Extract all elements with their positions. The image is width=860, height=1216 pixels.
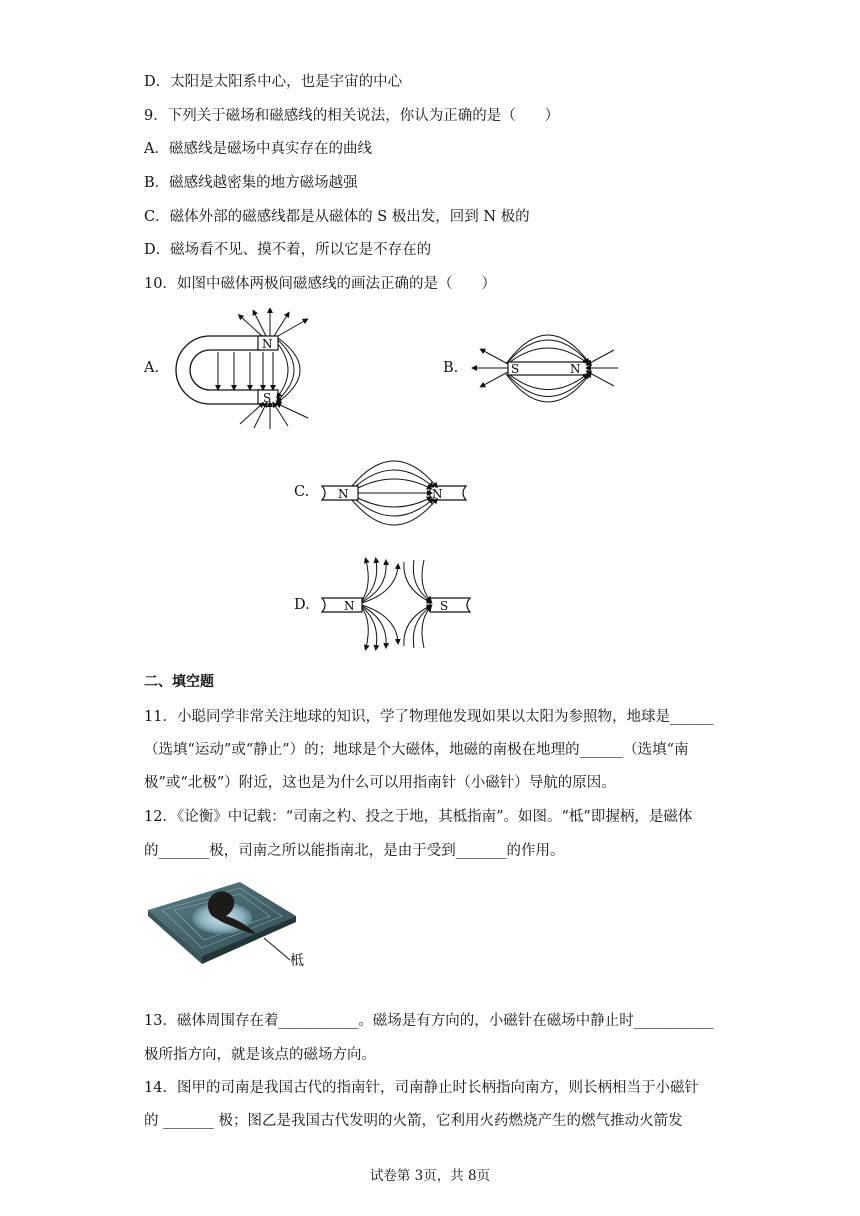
right-magnet-n-pole: N [432, 487, 443, 501]
q11-line-1: 11．小聪同学非常关注地球的知识，学了物理他发现如果以太阳为参照物，地球是______ [144, 709, 714, 725]
q12-line-2: 的_______极，司南之所以能指南北，是由于受到_______的作用。 [144, 843, 565, 859]
q12-line-1: 12．《论衡》中记载：“司南之杓、投之于地，其柢指南”。如图。“柢”即握柄，是磁体 [144, 809, 693, 825]
q9-option-a: A．磁感线是磁场中真实存在的曲线 [144, 141, 372, 157]
q11-line-2: （选填“运动”或“静止”）的；地球是个大磁体，地磁的南极在地理的______（选填“南 [144, 742, 689, 758]
left-magnet-n-pole: N [338, 487, 349, 501]
figure-n-s-magnets [318, 556, 474, 652]
figure-u-magnet [170, 308, 330, 430]
q9-stem: 9．下列关于磁场和磁感线的相关说法，你认为正确的是（ ） [144, 108, 560, 124]
q13-line-2: 极所指方向，就是该点的磁场方向。 [144, 1047, 376, 1063]
q11-line-3: 极”或“北极”）附近，这也是为什么可以用指南针（小磁针）导航的原因。 [144, 775, 616, 791]
q10-option-d-label: D. [294, 597, 310, 613]
q13-line-1: 13．磁体周围存在着___________。磁场是有方向的，小磁针在磁场中静止时___________ [144, 1013, 714, 1029]
figure-n-n-magnets [318, 444, 470, 540]
d-right-s-pole: S [440, 599, 449, 613]
sinan-handle-label: 柢 [290, 953, 304, 969]
bar-magnet-s-pole: S [511, 362, 520, 376]
bar-magnet-n-pole: N [570, 362, 581, 376]
page-footer: 试卷第 3页，共 8页 [369, 1168, 491, 1184]
section-title-fill-in: 二、填空题 [144, 674, 214, 690]
u-magnet-s-pole: S [263, 391, 272, 405]
q10-option-b-label: B. [443, 360, 459, 376]
q14-line-2: 的 _______ 极；图乙是我国古代发明的火箭，它利用火药燃烧产生的燃气推动火箭发 [144, 1113, 683, 1129]
u-magnet-n-pole: N [262, 337, 273, 351]
q8-option-d: D．太阳是太阳系中心，也是宇宙的中心 [144, 74, 403, 90]
d-left-n-pole: N [344, 599, 355, 613]
figure-bar-magnet [468, 312, 628, 424]
q10-option-c-label: C. [294, 484, 310, 500]
q9-option-b: B．磁感线越密集的地方磁场越强 [144, 175, 358, 191]
q10-option-a-label: A. [144, 360, 160, 376]
q9-option-d: D．磁场看不见、摸不着，所以它是不存在的 [144, 242, 432, 258]
q14-line-1: 14．图甲的司南是我国古代的指南针，司南静止时长柄指向南方，则长柄相当于小磁针 [144, 1080, 699, 1096]
q9-option-c: C．磁体外部的磁感线都是从磁体的 S 极出发，回到 N 极的 [144, 209, 530, 225]
q10-stem: 10．如图中磁体两极间磁感线的画法正确的是（ ） [144, 276, 496, 292]
